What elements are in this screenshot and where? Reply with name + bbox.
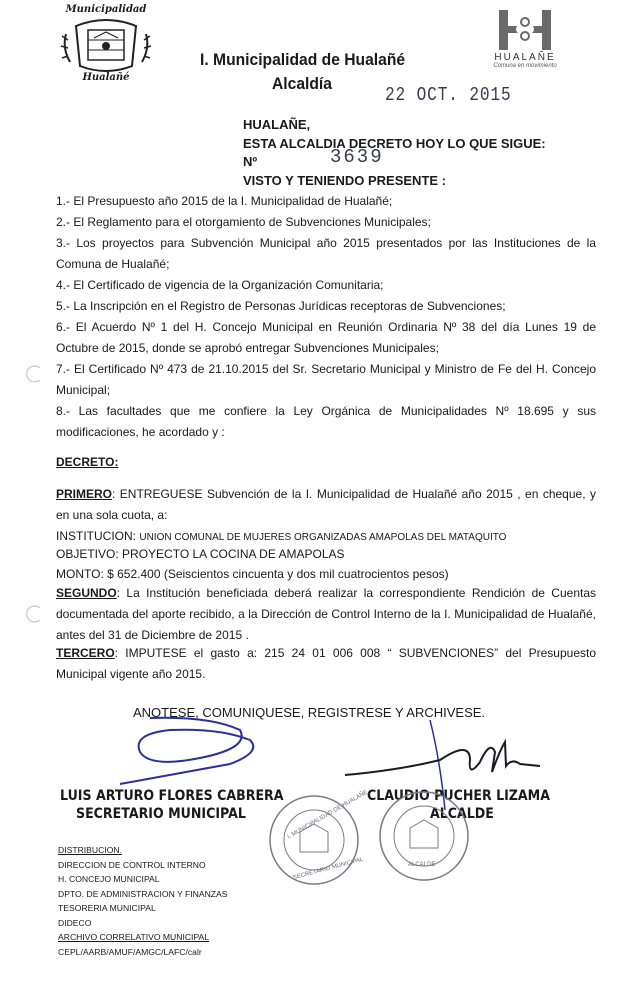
distribution-item: TESORERIA MUNICIPAL — [58, 903, 156, 913]
objetivo-value: PROYECTO LA COCINA DE AMAPOLAS — [122, 547, 345, 561]
segundo-paragraph — [56, 583, 596, 646]
decree-line: ESTA ALCALDIA DECRETO HOY LO QUE SIGUE: — [243, 136, 546, 151]
segundo-label: SEGUNDO — [56, 586, 117, 600]
document-title: I. Municipalidad de Hualañé — [200, 50, 406, 69]
distribution-initials: CEPL/AARB/AMUF/AMGC/LAFC/calr — [58, 946, 202, 957]
monto-line — [56, 564, 596, 585]
tercero-label: TERCERO — [56, 646, 115, 660]
brand-name: HUALAÑE — [494, 52, 556, 63]
primero-label: PRIMERO — [56, 487, 113, 501]
secretary-title: SECRETARIO MUNICIPAL — [76, 806, 246, 822]
distribution-list — [58, 843, 228, 959]
primero-paragraph — [56, 484, 596, 526]
distribution-item: DIRECCION DE CONTROL INTERNO — [58, 859, 206, 870]
considerando-item: 6.- El Acuerdo Nº 1 del H. Concejo Municipal en Reunión Ordinaria Nº 38 del día Lunes 19 de Octubre de 2015, donde se aprobó entregar Subvenciones Municipales; — [56, 320, 596, 355]
secretary-name: LUIS ARTURO FLORES CABRERA — [60, 788, 284, 804]
considerando-item: 4.- El Certificado de vigencia de la Organización Comunitaria; — [56, 278, 384, 292]
closing-formula: ANOTESE, COMUNIQUESE, REGISTRESE Y ARCHIVESE. — [133, 705, 486, 720]
mayor-round-stamp — [376, 788, 472, 884]
visto-line: VISTO Y TENIENDO PRESENTE : — [243, 173, 446, 188]
objetivo-label: OBJETIVO: — [56, 547, 119, 561]
considerando-item: 7.- El Certificado Nº 473 de 21.10.2015 del Sr. Secretario Municipal y Ministro de Fe del H. Concejo Municipal; — [56, 362, 596, 397]
punch-hole-icon — [24, 364, 44, 384]
distribution-item: DIDECO — [58, 917, 92, 928]
considerando-item: 8.- Las facultades que me confiere la Ley Orgánica de Municipalidades Nº 18.695 y sus modificaciones, he acordado y : — [56, 404, 596, 439]
place-line: HUALAÑE, — [243, 117, 311, 132]
considerando-item: 3.- Los proyectos para Subvención Municipal año 2015 presentados por las Instituciones de la Comuna de Hualañé; — [56, 236, 596, 271]
institucion-label: INSTITUCION: — [56, 529, 136, 543]
hualane-logo-icon — [495, 8, 555, 52]
punch-hole-icon — [24, 604, 44, 624]
considerando-item: 2.- El Reglamento para el otorgamiento de Subvenciones Municipales; — [56, 215, 431, 229]
seal-title: Municipalidad — [65, 4, 147, 15]
monto-label: MONTO: — [56, 567, 104, 581]
distribution-item: DPTO. DE ADMINISTRACION Y FINANZAS — [58, 888, 228, 899]
brand-logo — [480, 8, 570, 69]
municipal-seal — [58, 4, 154, 86]
considerando-item: 5.- La Inscripción en el Registro de Personas Jurídicas receptoras de Subvenciones; — [56, 299, 506, 313]
stamp-left-text: I. MUNICIPALIDAD DE HUALAÑE — [286, 789, 369, 841]
mayor-title: ALCALDE — [430, 806, 494, 822]
primero-text: : ENTREGUESE Subvención de la I. Municipalidad de Hualañé año 2015 , en cheque, y en una sola cuota, a: — [56, 487, 596, 522]
number-label: Nº — [243, 154, 258, 169]
objetivo-line — [56, 544, 596, 565]
brand-tagline: Comuna en movimiento — [493, 63, 557, 69]
decree-number-stamp: 3639 — [330, 146, 384, 168]
stamp-right-bottom: ALCALDE — [408, 862, 436, 868]
monto-value: $ 652.400 (Seiscientos cincuenta y dos mil cuatrocientos pesos) — [107, 567, 449, 581]
document-subtitle: Alcaldía — [272, 74, 332, 93]
considerando-item: 1.- El Presupuesto año 2015 de la I. Municipalidad de Hualañé; — [56, 194, 393, 208]
segundo-text: : La Institución beneficiada deberá realizar la correspondiente Rendición de Cuentas documentada del aporte recibido, a la Dirección de Control Interno de la I. Municipalidad de Hualañé, antes del 31 de Diciembre de 2015 . — [56, 586, 596, 642]
distribution-heading: DISTRIBUCION. — [58, 845, 122, 855]
date-stamp: 22 OCT. 2015 — [385, 84, 512, 106]
mayor-name: CLAUDIO PUCHER LIZAMA — [367, 788, 550, 804]
stamp-left-bottom: SECRETARIO MUNICIPAL — [292, 856, 365, 882]
distribution-item: H. CONCEJO MUNICIPAL — [58, 874, 160, 884]
seal-subtitle: Hualañé — [82, 72, 130, 83]
tercero-paragraph — [56, 643, 596, 685]
institucion-value: UNION COMUNAL DE MUJERES ORGANIZADAS AMAPOLAS DEL MATAQUITO — [139, 532, 507, 543]
distribution-archive: ARCHIVO CORRELATIVO MUNICIPAL — [58, 932, 210, 942]
considerandos-list — [56, 191, 596, 443]
tercero-text: : IMPUTESE el gasto a: 215 24 01 006 008 “ SUBVENCIONES” del Presupuesto Municipal vigente año 2015. — [56, 646, 596, 681]
decreto-heading: DECRETO: — [56, 455, 119, 469]
